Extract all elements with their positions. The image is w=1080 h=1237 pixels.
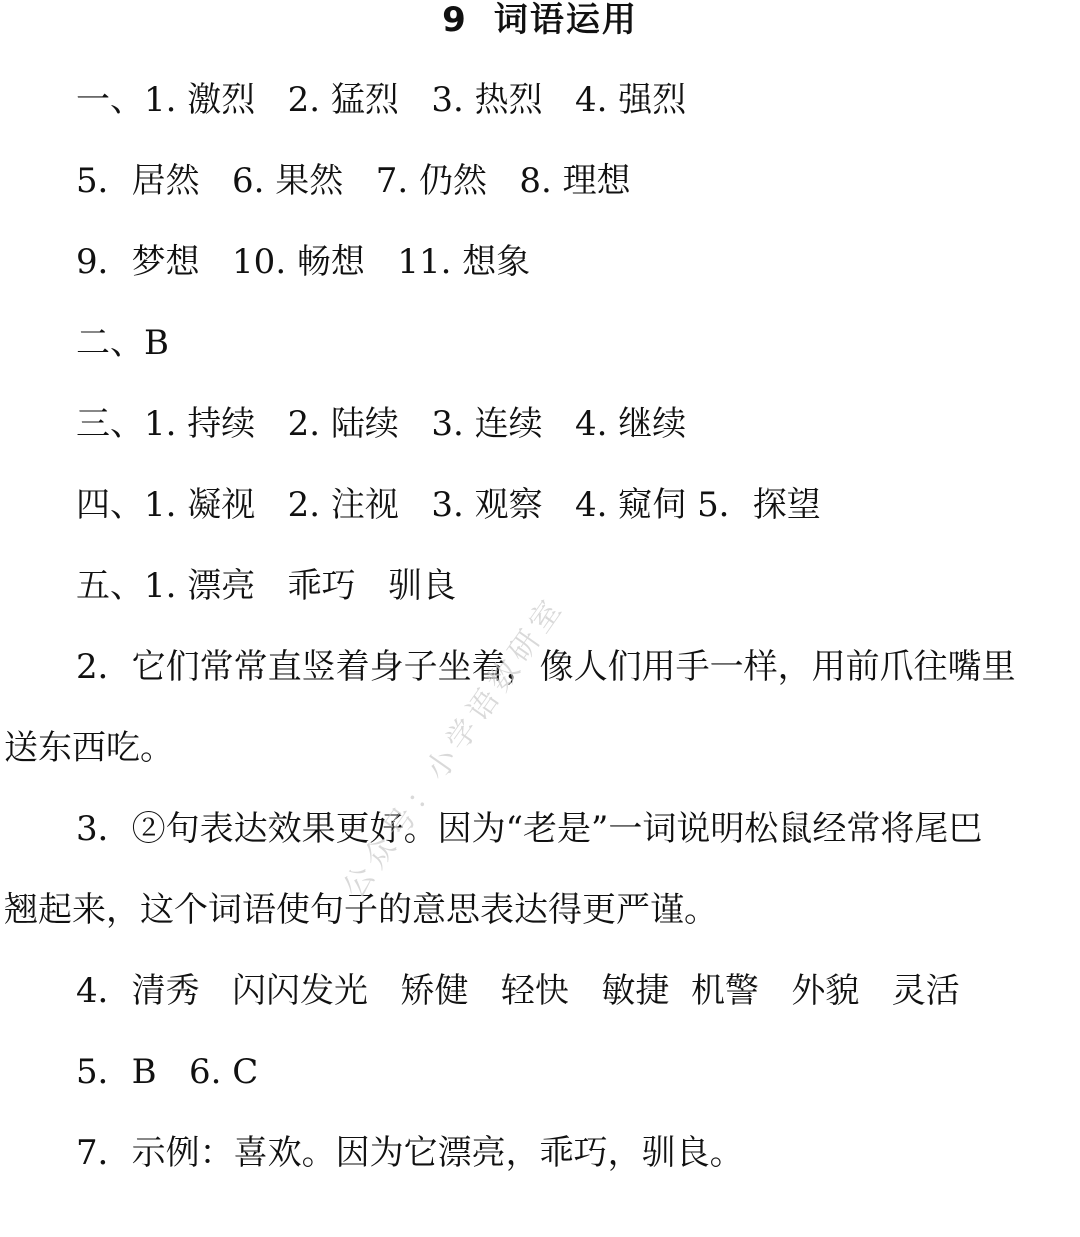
answer-line-11: 翘起来，这个词语使句子的意思表达得更严谨。 xyxy=(4,890,718,930)
answer-line-6: 四、1. 凝视 2. 注视 3. 观察 4. 窥伺 5．探望 xyxy=(76,485,821,525)
answer-line-5: 三、1. 持续 2. 陆续 3. 连续 4. 继续 xyxy=(76,404,687,444)
section-number: 9 xyxy=(442,0,468,40)
answer-line-13: 5．B 6. C xyxy=(76,1052,259,1092)
answer-line-3: 9．梦想 10. 畅想 11. 想象 xyxy=(76,242,531,282)
answer-line-14: 7．示例：喜欢。因为它漂亮，乖巧，驯良。 xyxy=(76,1133,744,1173)
answer-line-7: 五、1. 漂亮 乖巧 驯良 xyxy=(76,566,457,606)
answer-line-10: 3．②句表达效果更好。因为“老是”一词说明松鼠经常将尾巴 xyxy=(76,809,983,849)
answer-line-12: 4．清秀 闪闪发光 矫健 轻快 敏捷 机警 外貌 灵活 xyxy=(76,971,960,1011)
answer-line-8: 2．它们常常直竖着身子坐着，像人们用手一样，用前爪往嘴里 xyxy=(76,647,1016,687)
watermark: 公众号：小学语数研室 xyxy=(336,589,572,905)
section-title: 词语运用 xyxy=(493,0,638,40)
page-title xyxy=(0,0,1080,40)
answer-line-9: 送东西吃。 xyxy=(4,728,174,768)
answer-line-2: 5．居然 6. 果然 7. 仍然 8. 理想 xyxy=(76,161,631,201)
answer-line-1: 一、1. 激烈 2. 猛烈 3. 热烈 4. 强烈 xyxy=(76,80,687,120)
answer-line-4: 二、B xyxy=(76,323,169,363)
